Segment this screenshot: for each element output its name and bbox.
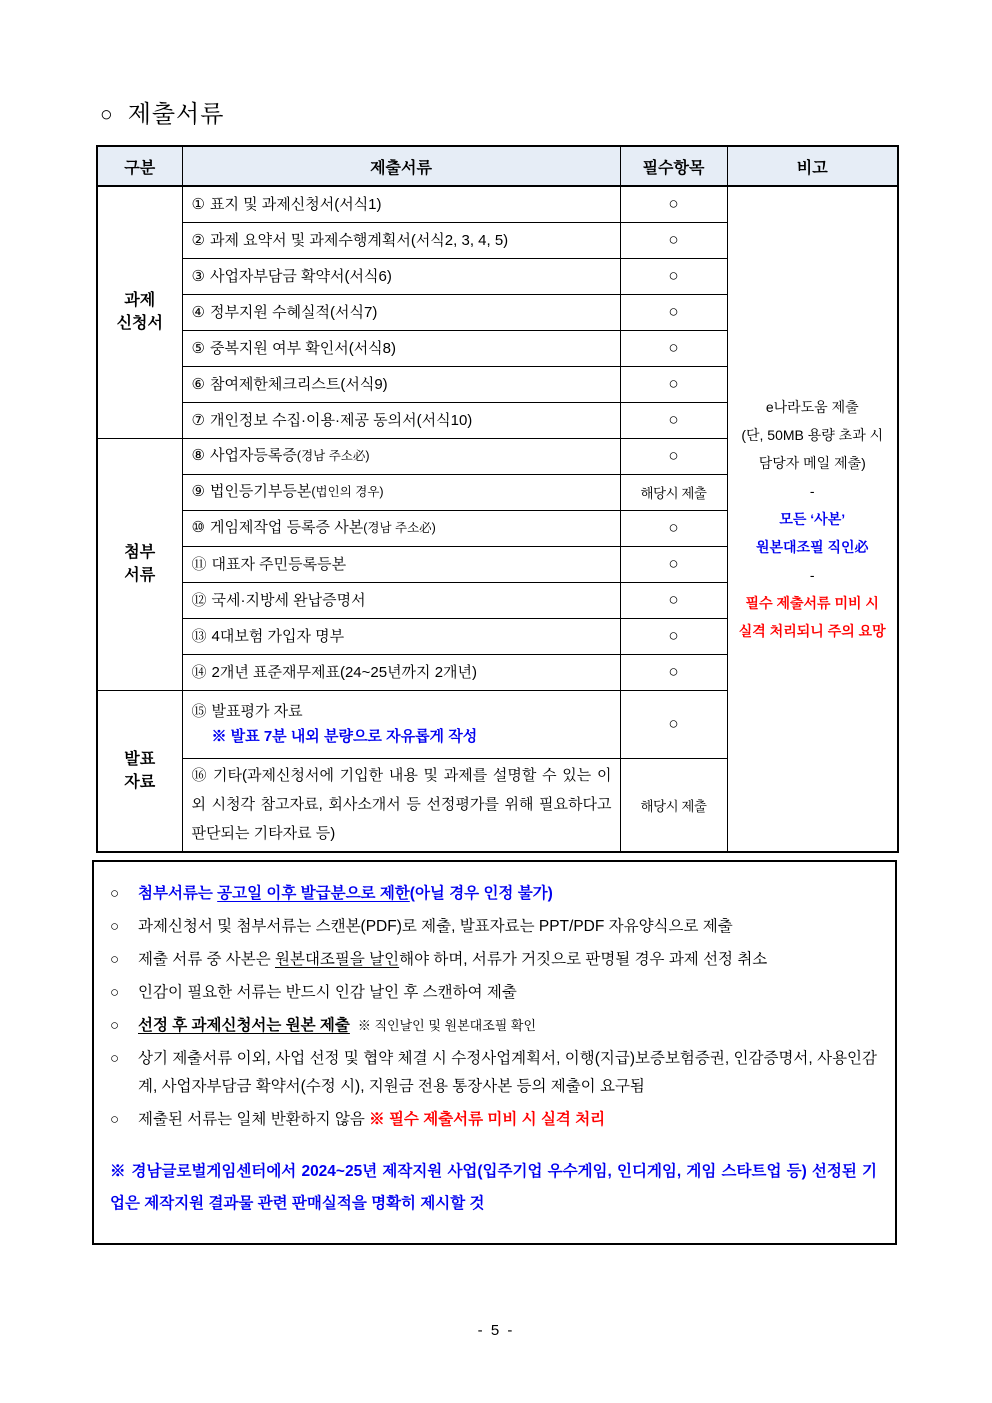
col-header-category: 구분 (97, 146, 182, 186)
note-bullet: ○ (110, 951, 120, 968)
required-cell: ○ (620, 222, 727, 258)
note-item: ○ 인감이 필요한 서류는 반드시 인감 날인 후 스캔하여 제출 (110, 979, 877, 1007)
required-cell: ○ (620, 330, 727, 366)
note-bullet: ○ (110, 918, 120, 935)
table-row (97, 186, 898, 222)
note-item: ○ 상기 제출서류 이외, 사업 선정 및 협약 체결 시 수정사업계획서, 이행(지급)보증보험증권, 인감증명서, 사용인감계, 사업자부담금 확약서(수정 시), 지원금 전용 통장사본 등의 제출이 요구됨 (110, 1045, 877, 1101)
note-item: ○ 선정 후 과제신청서는 원본 제출 ※ 직인날인 및 원본대조필 확인 (110, 1012, 877, 1040)
required-cell: ○ (620, 582, 727, 618)
doc-cell: ① 표지 및 과제신청서(서식1) (182, 186, 620, 222)
remark-cell: e나라도움 제출 (단, 50MB 용량 초과 시 담당자 메일 제출) - 모든 ‘사본’ 원본대조필 직인必 - 필수 제출서류 미비 시 실격 처리되니 주의 요망 (727, 186, 898, 852)
notes-box (92, 860, 897, 1245)
doc-cell: ④ 정부지원 수혜실적(서식7) (182, 294, 620, 330)
doc-cell: ③ 사업자부담금 확약서(서식6) (182, 258, 620, 294)
doc-cell: ⑥ 참여제한체크리스트(서식9) (182, 366, 620, 402)
doc-cell: ⑦ 개인정보 수집·이용·제공 동의서(서식10) (182, 402, 620, 438)
note-item: ○ 제출 서류 중 사본은 원본대조필을 날인해야 하며, 서류가 거짓으로 판명될 경우 과제 선정 취소 (110, 946, 877, 974)
note-item: ○ 과제신청서 및 첨부서류는 스캔본(PDF)로 제출, 발표자료는 PPT/PDF 자유양식으로 제출 (110, 913, 877, 941)
doc-cell: ⑤ 중복지원 여부 확인서(서식8) (182, 330, 620, 366)
group-cell-application: 과제 신청서 (97, 186, 182, 438)
required-cell: ○ (620, 546, 727, 582)
footnote: ※ 경남글로벌게임센터에서 2024~25년 제작지원 사업(입주기업 우수게임, 인디게임, 게임 스타트업 등) 선정된 기업은 제작지원 결과물 관련 판매실적을 명확히 제시할 것 (110, 1163, 877, 1212)
page-title (100, 94, 224, 129)
note-item: ○ 첨부서류는 공고일 이후 발급분으로 제한(아닐 경우 인정 불가) (110, 880, 877, 908)
page-title-text: 제출서류 (127, 102, 225, 128)
required-cell: ○ (620, 258, 727, 294)
note-bullet: ○ (110, 1017, 120, 1034)
note-item: ○ 제출된 서류는 일체 반환하지 않음 ※ 필수 제출서류 미비 시 실격 처리 (110, 1106, 877, 1134)
doc-cell: ⑬ 4대보험 가입자 명부 (182, 618, 620, 654)
required-cell: ○ (620, 510, 727, 546)
col-header-remark: 비고 (727, 146, 898, 186)
doc-cell: ② 과제 요약서 및 과제수행계획서(서식2, 3, 4, 5) (182, 222, 620, 258)
doc-cell: ⑪ 대표자 주민등록등본 (182, 546, 620, 582)
doc-cell: ⑩ 게임제작업 등록증 사본(경남 주소必) (182, 510, 620, 546)
required-cell: ○ (620, 690, 727, 758)
required-cell: ○ (620, 654, 727, 690)
col-header-document: 제출서류 (182, 146, 620, 186)
submission-table (96, 145, 899, 853)
group-cell-presentation: 발표 자료 (97, 690, 182, 852)
note-bullet: ○ (110, 1050, 120, 1067)
doc-cell: ⑯ 기타(과제신청서에 기입한 내용 및 과제를 설명할 수 있는 이외 시청각 참고자료, 회사소개서 등 선정평가를 위해 필요하다고 판단되는 기타자료 등) (182, 758, 620, 852)
required-cell: ○ (620, 402, 727, 438)
required-cell: 해당시 제출 (620, 758, 727, 852)
doc-cell: ⑮ 발표평가 자료 ※ 발표 7분 내외 분량으로 자유롭게 작성 (182, 690, 620, 758)
page-number: - 5 - (477, 1322, 515, 1339)
doc-cell: ⑧ 사업자등록증(경남 주소必) (182, 438, 620, 474)
col-header-required: 필수항목 (620, 146, 727, 186)
doc-cell: ⑭ 2개년 표준재무제표(24~25년까지 2개년) (182, 654, 620, 690)
note-bullet: ○ (110, 885, 120, 902)
required-cell: ○ (620, 366, 727, 402)
note-bullet: ○ (110, 984, 120, 1001)
presentation-note: ※ 발표 7분 내외 분량으로 자유롭게 작성 (211, 728, 478, 745)
required-cell: ○ (620, 438, 727, 474)
note-bullet: ○ (110, 1111, 120, 1128)
required-cell: ○ (620, 186, 727, 222)
doc-cell: ⑫ 국세·지방세 완납증명서 (182, 582, 620, 618)
title-bullet-icon: ○ (100, 102, 114, 126)
required-cell: ○ (620, 618, 727, 654)
required-cell: ○ (620, 294, 727, 330)
table-header-row (97, 146, 898, 186)
doc-cell: ⑨ 법인등기부등본(법인의 경우) (182, 474, 620, 510)
required-cell: 해당시 제출 (620, 474, 727, 510)
group-cell-attachments: 첨부 서류 (97, 438, 182, 690)
